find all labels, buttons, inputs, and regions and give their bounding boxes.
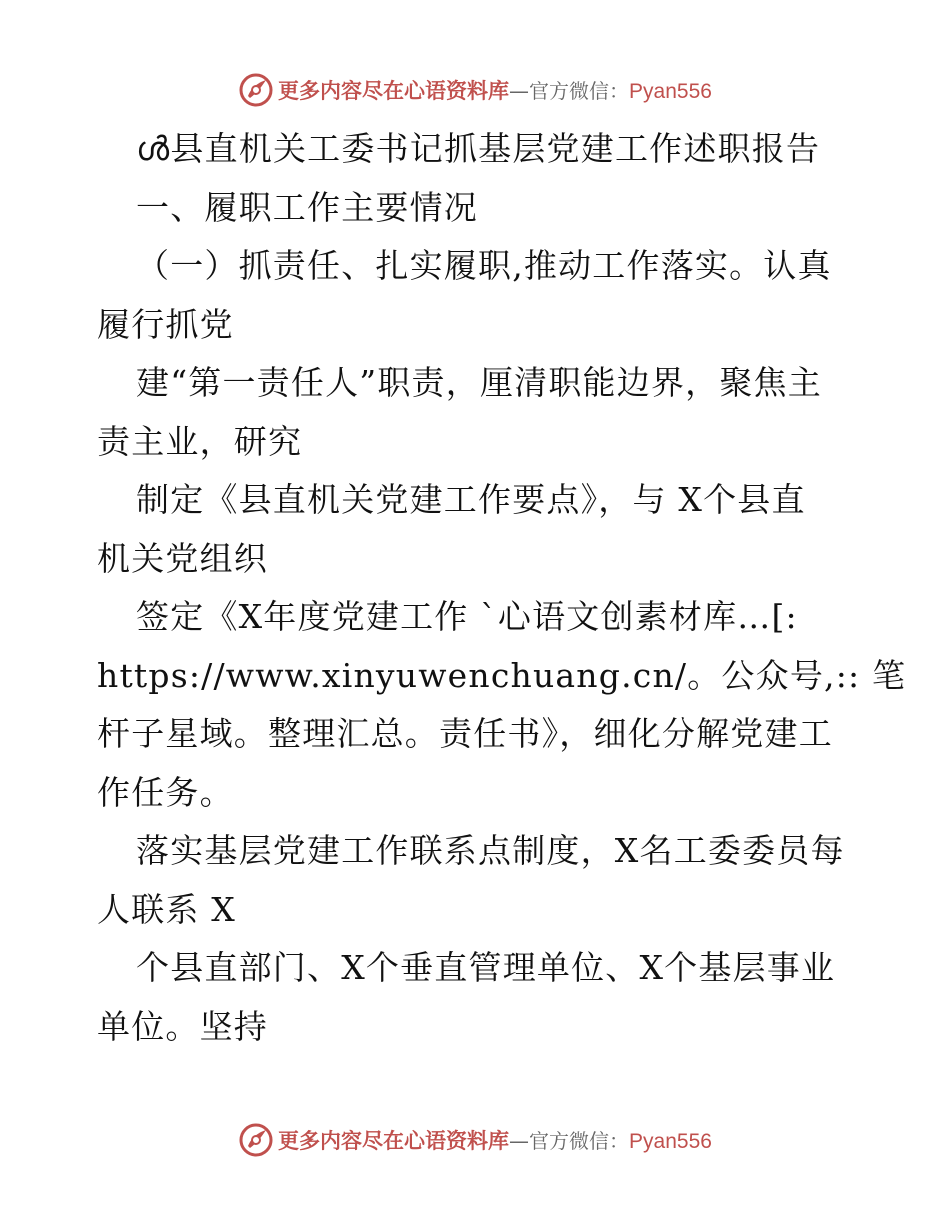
brand-logo-icon <box>238 72 274 108</box>
watermark-wechat-id: Pyan556 <box>629 1130 712 1153</box>
watermark-sub-text: 官方微信： <box>529 1129 630 1153</box>
watermark-dash: — <box>509 79 530 103</box>
document-title-text: 县直机关工委书记抓基层党建工作述职报告 <box>170 129 821 168</box>
paragraph-line: 签定《X年度党建工作 `心语文创素材库…[: <box>136 597 798 636</box>
paragraph-line: 落实基层党建工作联系点制度，X名工委委员每 <box>136 831 845 870</box>
brand-logo-icon <box>238 1122 274 1158</box>
watermark-wechat-id: Pyan556 <box>629 80 712 103</box>
document-title <box>97 120 857 179</box>
title-ornament-icon: ൾ <box>136 129 171 168</box>
section-heading: 一、履职工作主要情况 <box>136 187 478 227</box>
paragraph-line: 履行抓党 <box>97 304 234 344</box>
paragraph-line: 人联系 X <box>97 889 236 929</box>
paragraph-line: 建“第一责任人”职责，厘清职能边界，聚焦主 <box>136 363 822 402</box>
paragraph-line: https://www.xinyuwenchuang.cn/。公众号,:: 笔 <box>97 655 907 695</box>
document-body <box>97 120 907 1056</box>
footer-watermark <box>0 1120 950 1160</box>
paragraph-line: （一）抓责任、扎实履职,推动工作落实。认真 <box>136 246 832 285</box>
watermark-main-text: 更多内容尽在心语资料库 <box>278 78 510 103</box>
paragraph-line: 单位。坚持 <box>97 1006 268 1046</box>
paragraph-line: 机关党组织 <box>97 538 268 578</box>
paragraph-line: 杆子星域。整理汇总。责任书》，细化分解党建工 <box>97 714 833 753</box>
paragraph-line: 责主业，研究 <box>97 421 303 461</box>
watermark-dash: — <box>509 1129 530 1153</box>
paragraph-line: 制定《县直机关党建工作要点》，与 X个县直 <box>136 480 806 519</box>
watermark-sub-text: 官方微信： <box>529 79 630 103</box>
paragraph-line: 作任务。 <box>97 772 234 812</box>
paragraph-line: 个县直部门、X个垂直管理单位、X个基层事业 <box>136 948 836 987</box>
header-watermark <box>0 70 950 110</box>
watermark-main-text: 更多内容尽在心语资料库 <box>278 1128 510 1153</box>
